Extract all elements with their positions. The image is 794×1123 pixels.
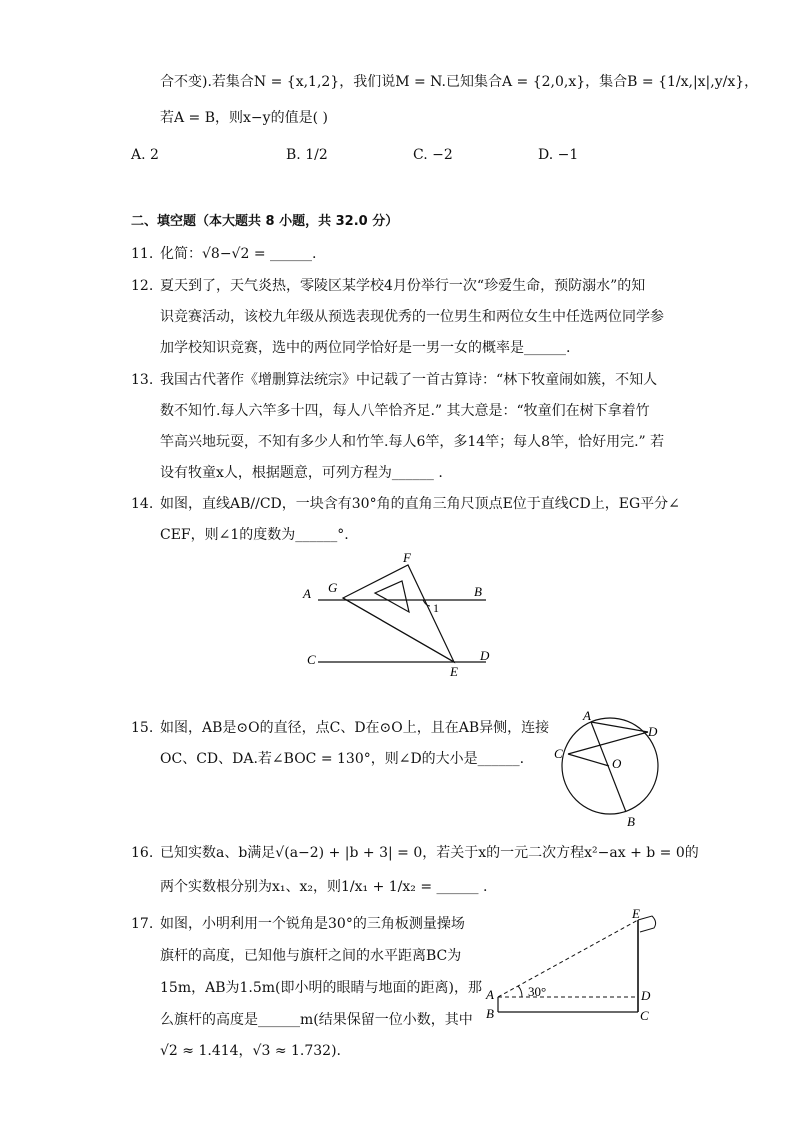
label-a: A	[486, 987, 494, 1002]
label-d: D	[480, 648, 490, 663]
q12-number: 12.	[131, 278, 154, 294]
q13-line4: 设有牧童x人，根据题意，可列方程为______ .	[160, 465, 443, 481]
q12-line2: 识竞赛活动，该校九年级从预选表现优秀的一位男生和两位女生中任选两位同学参	[160, 309, 664, 325]
label-b: B	[486, 1006, 494, 1021]
q14-line1: 如图，直线AB//CD，一块含有30°角的直角三角尺顶点E位于直线CD上，EG平分∠	[160, 496, 680, 512]
option-text: 1/2	[305, 147, 328, 163]
flag-icon	[638, 916, 656, 932]
option-text: 2	[150, 147, 159, 163]
option-key: B.	[286, 147, 301, 163]
q10-option-d[interactable]	[538, 145, 578, 165]
label-c: C	[307, 652, 316, 667]
q12-line3: 加学校知识竞赛，选中的两位同学恰好是一男一女的概率是______.	[160, 340, 571, 356]
q10-line2: 若A = B，则x−y的值是( )	[160, 110, 328, 126]
q10-option-b[interactable]	[286, 145, 328, 165]
label-1: 1	[433, 601, 439, 615]
angle-arc	[518, 986, 522, 997]
q11-number: 11.	[131, 246, 154, 262]
triangle-inner	[375, 581, 409, 612]
q15-figure	[548, 708, 668, 830]
q17-line3: 15m，AB为1.5m(即小明的眼睛与地面的距离)，那	[160, 980, 482, 996]
option-key: D.	[538, 147, 554, 163]
label-d: D	[648, 724, 658, 739]
option-text: −2	[432, 147, 453, 163]
chord-ad	[591, 722, 648, 732]
label-a: A	[303, 586, 311, 601]
option-key: A.	[131, 147, 146, 163]
label-c: C	[554, 746, 563, 761]
q10-option-c[interactable]	[413, 145, 453, 165]
q14-line2: CEF，则∠1的度数为______°.	[160, 527, 349, 543]
label-f: F	[403, 550, 411, 565]
q17-figure	[482, 904, 664, 1028]
label-g: G	[328, 580, 338, 595]
q17-line4: 么旗杆的高度是______m(结果保留一位小数，其中	[160, 1012, 473, 1028]
q12-line1: 夏天到了，天气炎热，零陵区某学校4月份举行一次“珍爱生命，预防溺水”的知	[160, 278, 646, 294]
q14-number: 14.	[131, 496, 154, 512]
q15-line1: 如图，AB是⊙O的直径，点C、D在⊙O上，且在AB异侧，连接	[160, 720, 550, 736]
q16-number: 16.	[131, 845, 154, 861]
option-text: −1	[557, 147, 579, 163]
q16-line2: 两个实数根分别为x₁、x₂，则1/x₁ + 1/x₂ = ______ .	[160, 879, 488, 895]
q13-line3: 竿高兴地玩耍，不知有多少人和竹竿.每人6竿，多14竿；每人8竿，恰好用完.” 若	[160, 434, 665, 450]
section-heading: 二、填空题（本大题共 8 小题，共 32.0 分）	[131, 214, 399, 229]
q11-text: 化简：√8−√2 = ______.	[160, 246, 317, 262]
label-o: O	[612, 756, 622, 771]
q13-line2: 数不知竹.每人六竿多十四，每人八竿恰齐足.” 其大意是：“牧童们在树下拿着竹	[160, 403, 650, 419]
q17-line2: 旗杆的高度，已知他与旗杆之间的水平距离BC为	[160, 948, 462, 964]
q17-line5: √2 ≈ 1.414，√3 ≈ 1.732).	[160, 1043, 341, 1059]
label-d: D	[641, 988, 651, 1003]
q13-line1: 我国古代著作《增删算法统宗》中记载了一首古算诗：“林下牧童闹如簇，不知人	[160, 372, 658, 388]
q13-number: 13.	[131, 372, 154, 388]
q17-number: 17.	[131, 916, 154, 932]
q10-line1: 合不变).若集合N = {x,1,2}，我们说M = N.已知集合A = {2,0,x}，集合B = {1/x,|x|,y/x}，	[160, 74, 759, 90]
q15-line2: OC、CD、DA.若∠BOC = 130°，则∠D的大小是______.	[160, 751, 525, 767]
radius-oc	[568, 754, 609, 766]
q16-line1: 已知实数a、b满足√(a−2) + |b + 3| = 0，若关于x的一元二次方程x²−ax + b = 0的	[160, 845, 699, 861]
label-a: A	[583, 708, 591, 723]
label-b: B	[474, 584, 482, 599]
circle-o	[562, 718, 658, 814]
q17-line1: 如图，小明利用一个锐角是30°的三角板测量操场	[160, 916, 465, 932]
label-e: E	[632, 906, 640, 921]
label-30deg: 30°	[528, 984, 547, 999]
label-c: C	[640, 1008, 649, 1023]
q10-option-a[interactable]	[131, 145, 159, 165]
label-b: B	[627, 814, 635, 829]
q15-number: 15.	[131, 720, 154, 736]
chord-cd	[568, 732, 648, 754]
label-e: E	[450, 664, 458, 679]
line-of-sight	[498, 920, 638, 997]
q14-figure	[296, 546, 506, 681]
option-key: C.	[413, 147, 428, 163]
